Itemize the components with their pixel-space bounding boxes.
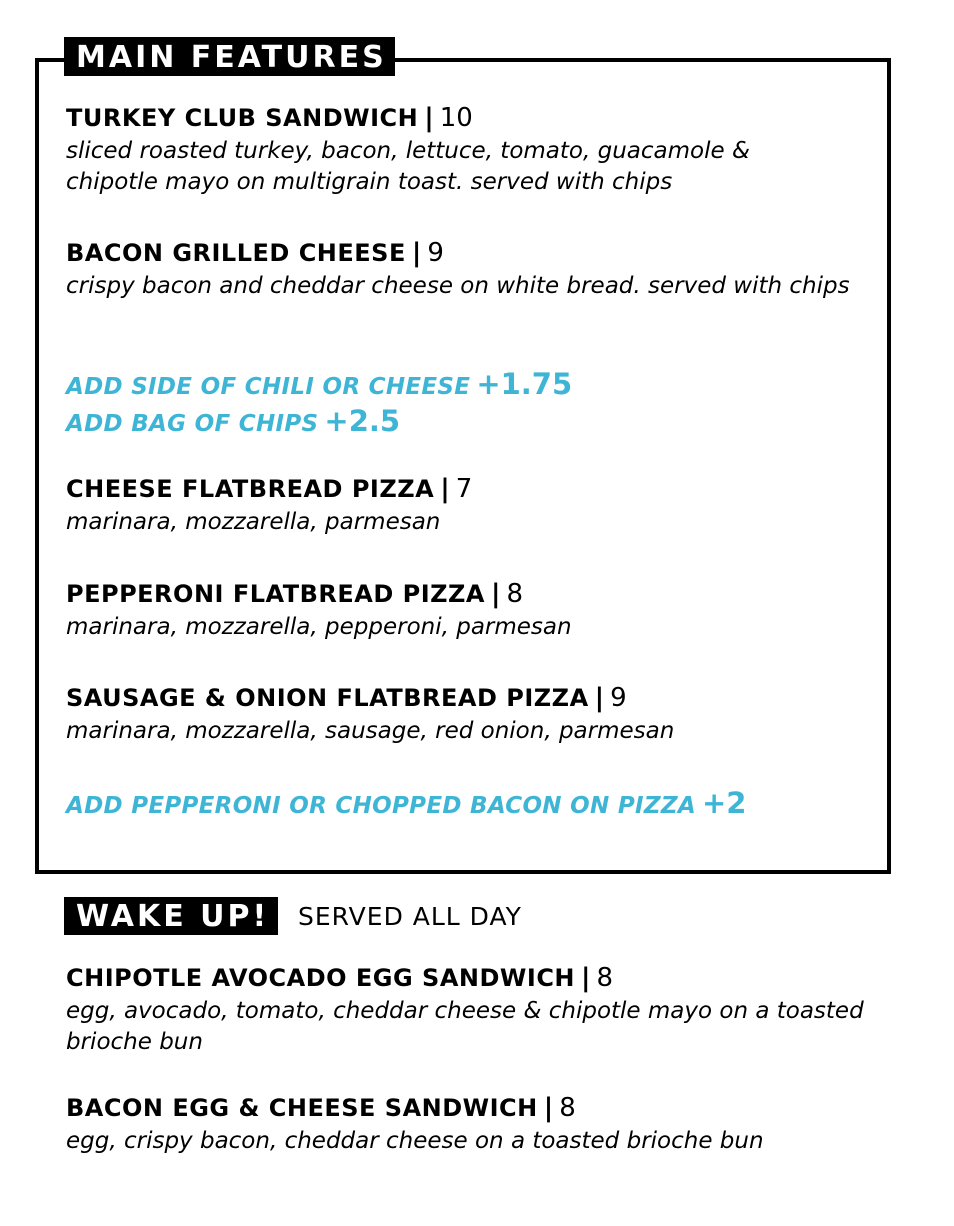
item-price: 9: [610, 683, 627, 713]
item-price: 8: [596, 963, 614, 993]
item-name: BACON EGG & CHEESE SANDWICH: [66, 1094, 538, 1122]
menu-item: [66, 474, 906, 538]
menu-item: [66, 1093, 906, 1157]
price-separator: |: [491, 579, 501, 609]
addon-text: ADD BAG OF CHIPS: [66, 411, 319, 437]
price-separator: |: [594, 683, 605, 713]
item-description: marinara, mozzarella, pepperoni, parmesan: [66, 614, 572, 640]
wake-up-heading: WAKE UP!: [64, 897, 278, 935]
item-name: TURKEY CLUB SANDWICH: [66, 104, 419, 132]
addon-text: ADD PEPPERONI OR CHOPPED BACON ON PIZZA: [66, 793, 696, 819]
served-all-day-note: SERVED ALL DAY: [298, 902, 522, 931]
addon-line: [66, 786, 746, 820]
menu-item: [66, 579, 906, 643]
item-name: CHIPOTLE AVOCADO EGG SANDWICH: [66, 964, 576, 992]
item-description: marinara, mozzarella, sausage, red onion, parmesan: [66, 718, 675, 744]
addon-price: +1.75: [476, 367, 573, 401]
item-name: PEPPERONI FLATBREAD PIZZA: [66, 580, 485, 608]
item-description: sliced roasted turkey, bacon, lettuce, tomato, guacamole & chipotle mayo on multigrain toast. served with chips: [66, 138, 750, 195]
menu-item: [66, 103, 826, 198]
main-features-heading: MAIN FEATURES: [64, 37, 395, 76]
item-name: CHEESE FLATBREAD PIZZA: [66, 475, 435, 503]
item-description: egg, avocado, tomato, cheddar cheese & chipotle mayo on a toasted brioche bun: [66, 998, 864, 1055]
item-price: 8: [559, 1093, 576, 1123]
price-separator: |: [581, 963, 591, 993]
menu-item: [66, 238, 856, 302]
price-separator: |: [424, 103, 434, 133]
price-separator: |: [543, 1093, 554, 1123]
price-separator: |: [440, 474, 450, 504]
addon-line: [66, 367, 572, 401]
item-name: BACON GRILLED CHEESE: [66, 239, 406, 267]
item-description: crispy bacon and cheddar cheese on white bread. served with chips: [66, 273, 850, 299]
price-separator: |: [411, 238, 422, 268]
item-name: SAUSAGE & ONION FLATBREAD PIZZA: [66, 684, 589, 712]
item-price: 7: [455, 474, 473, 504]
item-description: egg, crispy bacon, cheddar cheese on a toasted brioche bun: [66, 1128, 764, 1154]
item-price: 10: [439, 103, 473, 133]
addon-line: [66, 404, 400, 438]
addon-text: ADD SIDE OF CHILI OR CHEESE: [66, 374, 471, 400]
addon-price: +2.5: [324, 404, 401, 438]
item-price: 9: [427, 238, 444, 268]
item-price: 8: [506, 579, 524, 609]
addon-price: +2: [701, 786, 747, 820]
item-description: marinara, mozzarella, parmesan: [66, 509, 441, 535]
menu-item: [66, 963, 926, 1058]
menu-item: [66, 683, 906, 747]
